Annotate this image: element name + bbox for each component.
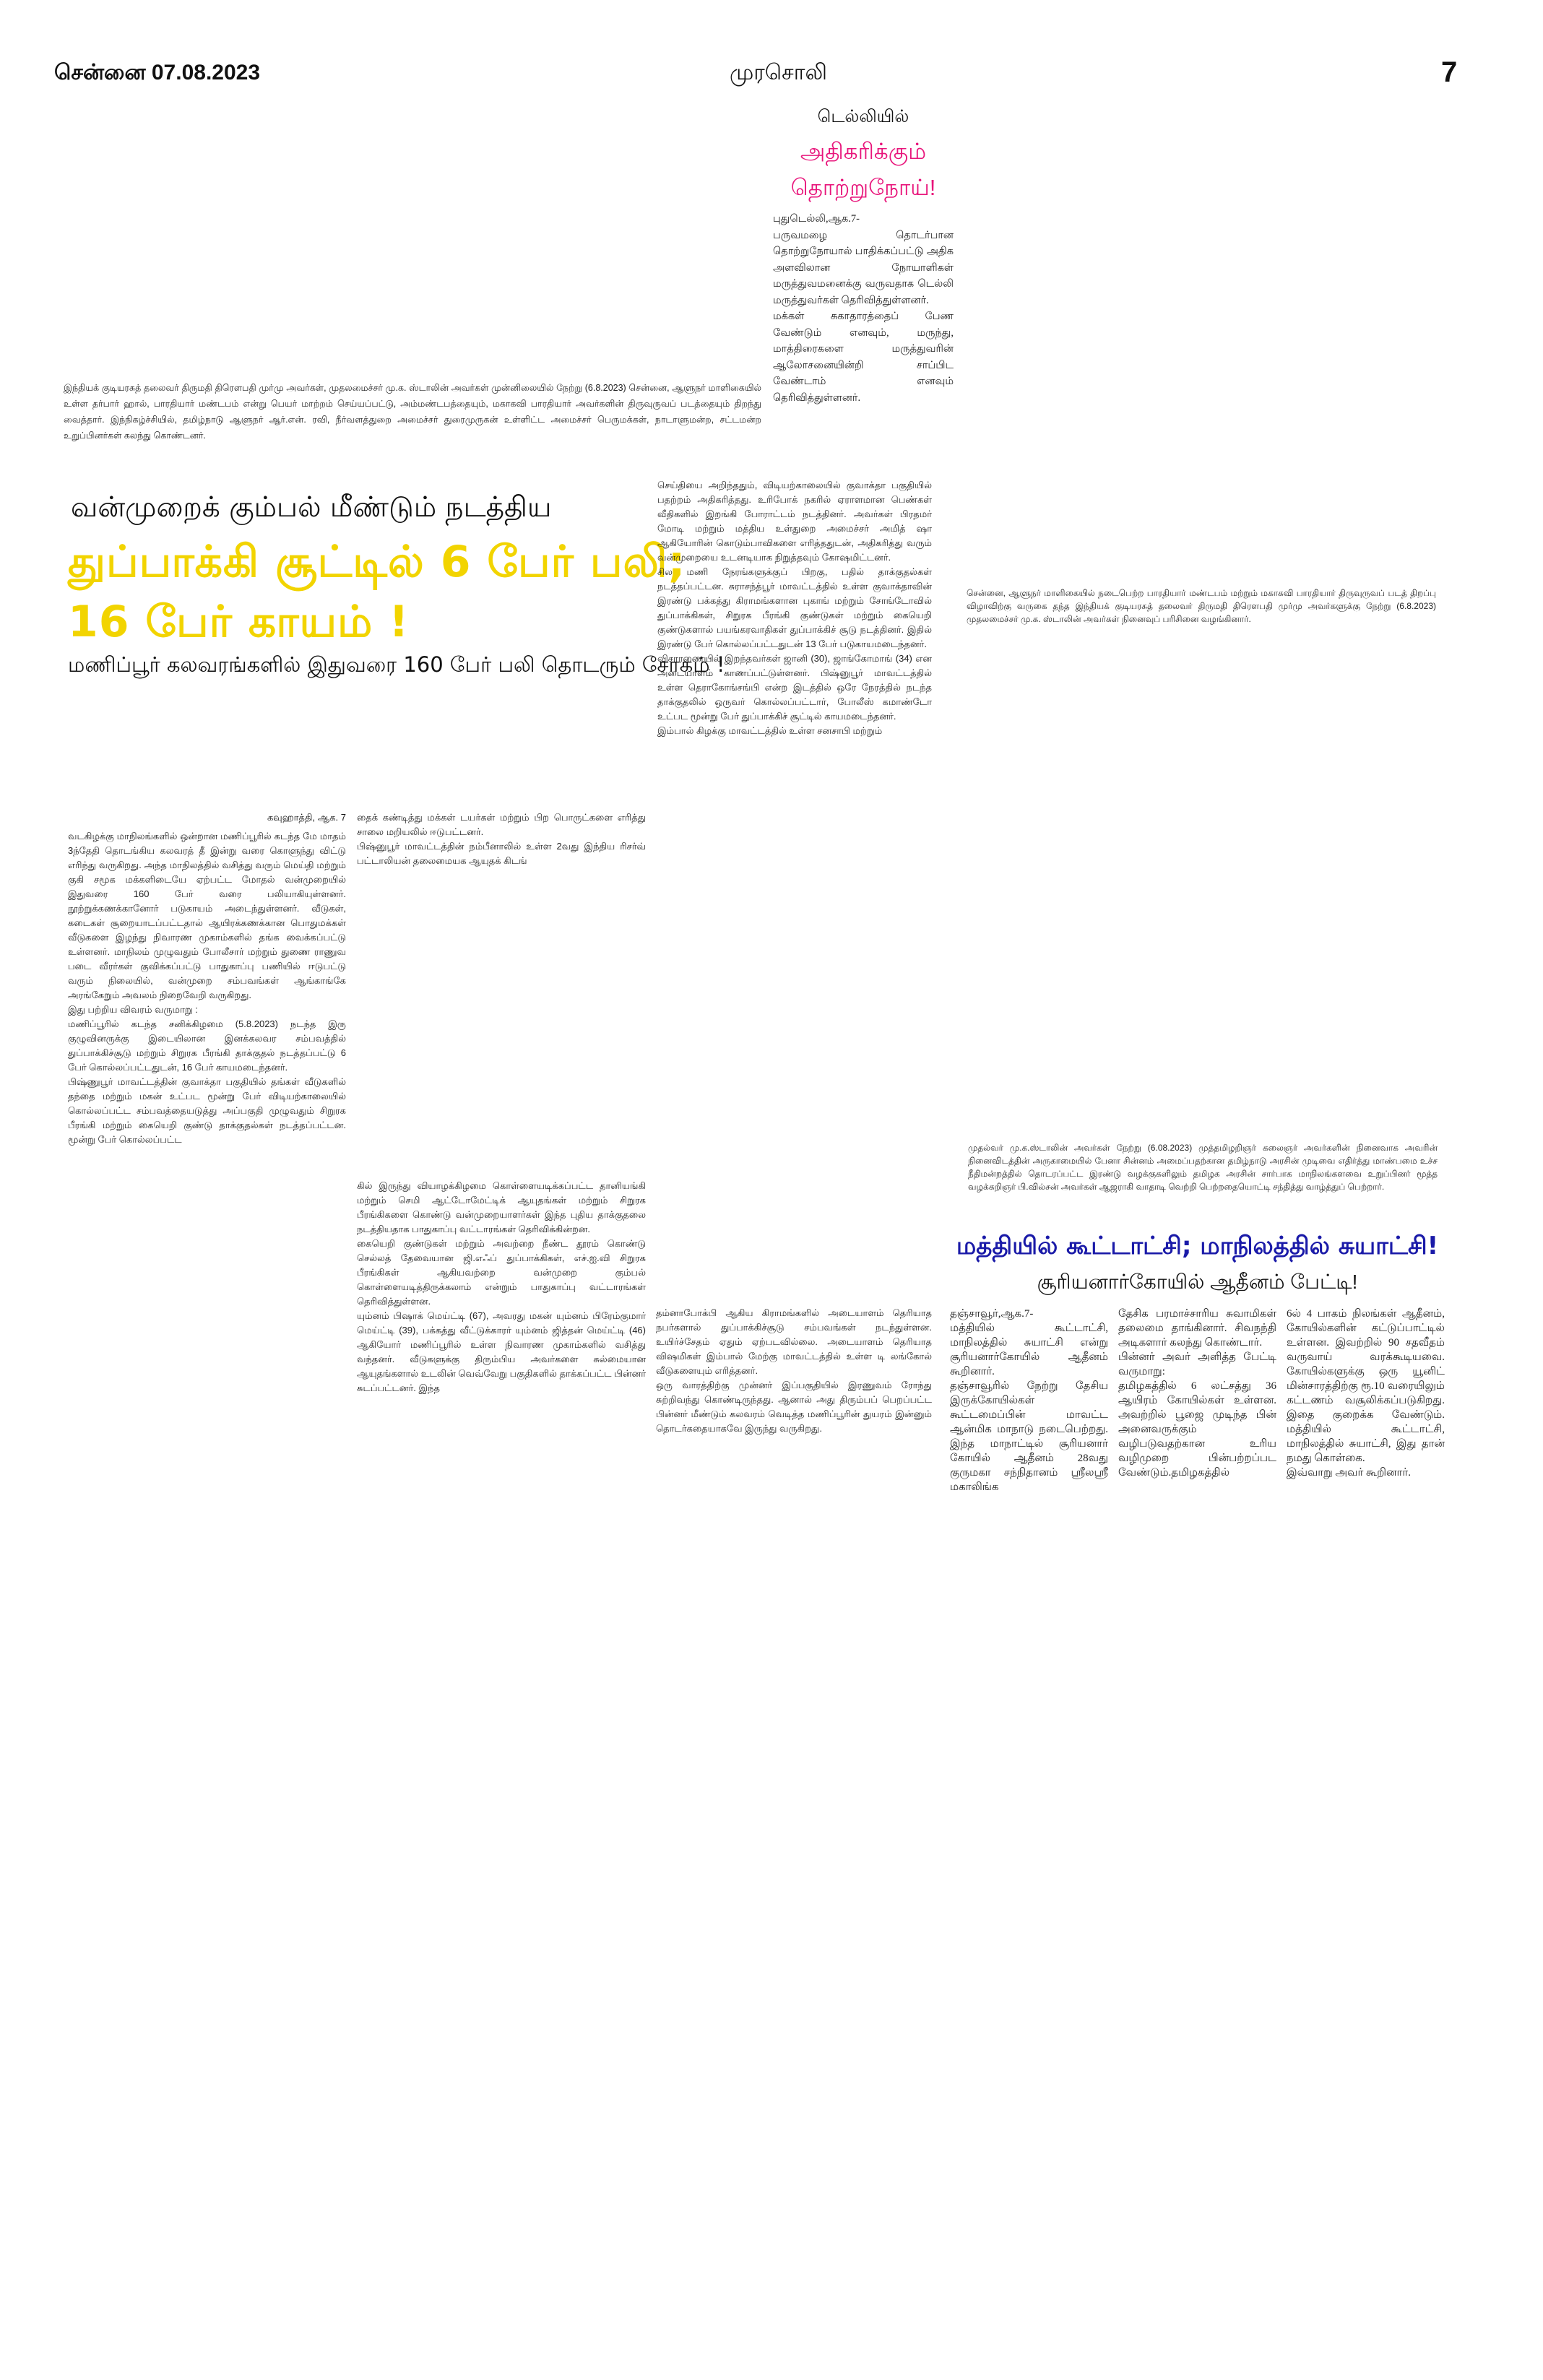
delhi-kicker: டெல்லியில்: [817, 107, 909, 126]
delhi-headline-line2: தொற்றுநோய்!: [790, 175, 936, 200]
photo-caption-mid: முதல்வர் மு.க.ஸ்டாலின் அவர்கள் நேற்று (6.08.2023) முத்தமிழறிஞர் கலைஞர் அவர்களின் நினைவாக அவரின் நினைவிடத்தின் அருகாமையில் பேனா சின்னம் அமைப்பதற்கான தமிழ்நாடு அரசின் முடிவை எதிர்த்து மாண்பமை உச்ச நீதிமன்றத்தில் தொடரப்பட்ட இரண்டு வழக்குகளிலும் தமிழக அரசின் சார்பாக மாநிலங்களவை உறுப்பினர் மூத்த வழக்கறிஞர் பி.வில்சன் அவர்கள் ஆஜராகி வாதாடி வெற்றி பெற்றதையொட்டி சந்தித்து வாழ்த்துப் பெற்றார்.: [968, 1143, 1438, 1192]
manipur-col1-body: வடகிழக்கு மாநிலங்களில் ஒன்றான மணிப்பூரில் கடந்த மே மாதம் 3ந்தேதி தொடங்கிய கலவரத் தீ இன்று வரை கொளுந்து விட்டு எரிந்து வருகிறது. அந்த மாநிலத்தில் வசித்து வரும் மெய்தி மற்றும் குகி சமூக மக்களிடையே ஏற்பட்ட மோதல் வன்முறையில் இதுவரை 160 பேர் வரை பலியாகியுள்ளனர். நூற்றுக்கணக்கானோர் படுகாயம் அடைந்துள்ளனர். வீடுகள், கடைகள் சூறையாடப்பட்டதால் ஆயிரக்கணக்கான பொதுமக்கள் வீடுகளை இழந்து நிவாரண முகாம்களில் தங்க வைக்கப்பட்டு உள்ளனர். மாநிலம் முழுவதும் போலீசார் மற்றும் துணை ராணுவ படை வீரர்கள் குவிக்கப்பட்டு பாதுகாப்பு பணியில் ஈடுபட்டு வரும் நிலையில், வன்முறை சம்பவங்கள் ஆங்காங்கே அரங்கேறும் அவலம் நிறைவேறி வருகிறது. இது பற்றிய விவரம் வருமாறு : மணிப்பூரில் கடந்த சனிக்கிழமை (5.8.2023) நடந்த இரு குழுவினருக்கு இடையிலான இனக்கலவர சம்பவத்தில் துப்பாக்கிச்சூடு மற்றும் சிறுரக பீரங்கி தாக்குதல் நடத்தப்பட்டு 6 பேர் கொல்லப்பட்டதுடன், 16 பேர் காயமடைந்தனர். பிஷ்ணுபூர் மாவட்டத்தின் குவாக்தா பகுதியில் தங்கள் வீடுகளில் தந்தை மற்றும் மகன் உட்பட மூன்று பேர் விடியற்காலையில் கொல்லப்பட்ட சம்பவத்தையடுத்து அப்பகுதி முழுவதும் சிறுரக பீரங்கி மற்றும் கையெறி குண்டு தாக்குதல்கள் நடத்தப்பட்டன. மூன்று பேர் கொல்லப்பட்ட: [68, 831, 346, 1145]
aadheenam-subhead: சூரியனார்கோயில் ஆதீனம் பேட்டி!: [1037, 1271, 1358, 1293]
manipur-column-2-bottom: கில் இருந்து வியாழக்கிழமை கொள்ளையடிக்கப்பட்ட தானியங்கி மற்றும் செமி ஆட்டோமேட்டிக் ஆயுதங்கள் மற்றும் சிறுரக பீரங்கிகளை கொண்டு வன்முறையாளர்கள் இந்த புதிய தாக்குதலை நடத்தியதாக பாதுகாப்பு வட்டாரங்கள் தெரிவிக்கின்றன. கையெறி குண்டுகள் மற்றும் அவற்றை நீண்ட தூரம் கொண்டு செல்லத் தேவையான ஜி.எஃப் துப்பாக்கிகள், எச்.ஐ.வி சிறுரக பீரங்கிகள் ஆகியவற்றை வன்முறை கும்பல் கொள்ளையடித்திருக்கலாம் என்றும் பாதுகாப்பு வட்டாரங்கள் தெரிவித்துள்ளன. யும்னம் பிஷாக் மெய்ட்டி (67), அவரது மகன் யும்னம் பிரேம்குமார் மெய்ட்டி (39), பக்கத்து வீட்டுக்காரர் யும்னம் ஜித்தன் மெய்ட்டி (46) ஆகியோர் மணிப்பூரில் உள்ள நிவாரண முகாம்களில் வசித்து வந்தனர். வீடுகளுக்கு திரும்பிய அவர்களை சுல்மையான ஆயுதங்களால் உடலின் வெவ்வேறு பகுதிகளில் தாக்கப்பட்ட பின்னர் சுடப்பட்டனர். இந்த: [357, 1180, 646, 1393]
aadheenam-col1: தஞ்சாவூர்,ஆக.7- மத்தியில் கூட்டாட்சி, மாநிலத்தில் சுயாட்சி என்று சூரியனார்கோயில் ஆதீனம் கூறினார். தஞ்சாவூரில் நேற்று தேசிய இருக்கோயில்கள் கூட்டமைப்பின் மாவட்ட ஆன்மிக மாநாடு நடைபெற்றது. இந்த மாநாட்டில் சூரியனார் கோயில் ஆதீனம் 28வது குருமகா சந்நிதானம் ஸ்ரீலஸ்ரீ மகாலிங்க: [950, 1308, 1108, 1493]
manipur-headline-line2: 16 பேர் காயம் !: [68, 597, 410, 647]
photo-caption-right: சென்னை, ஆளுநர் மாளிகையில் நடைபெற்ற பாரதியார் மண்டபம் மற்றும் மகாகவி பாரதியார் திருவுருவப் படத் திறப்பு விழாவிற்கு வருகை தந்த இந்தியக் குடியரசுத் தலைவர் திருமதி திரௌபதி முர்மு அவர்களுக்கு நேற்று (6.8.2023) முதலமைச்சர் மு.க. ஸ்டாலின் அவர்கள் நினைவுப் பரிசினை வழங்கினார்.: [967, 588, 1436, 624]
masthead-paper-name: முரசொலி: [730, 61, 827, 85]
delhi-body: புதுடெல்லி,ஆக.7- பருவமழை தொடர்பான தொற்றுநோயால் பாதிக்கப்பட்டு அதிக அளவிலான நோயாளிகள் மருத்துவமனைக்கு வருவதாக டெல்லி மருத்துவர்கள் தெரிவித்துள்ளனர். மக்கள் சுகாதாரத்தைப் பேண வேண்டும் எனவும், மருந்து, மாத்திரைகளை மருத்துவரின் ஆலோசனையின்றி சாப்பிட வேண்டாம் எனவும் தெரிவித்துள்ளனர்.: [773, 213, 954, 404]
masthead-date: சென்னை 07.08.2023: [54, 61, 261, 85]
page-number: 7: [1441, 56, 1458, 88]
manipur-column-1: [68, 810, 346, 1147]
aadheenam-col2: தேசிக பரமாச்சாரிய சுவாமிகள் தலைமை தாங்கினார். சிவநந்தி அடிகளார் கலந்து கொண்டார். பின்னர் அவர் அளித்த பேட்டி வருமாறு: தமிழகத்தில் 6 லட்சத்து 36 ஆயிரம் கோயில்கள் உள்ளன. அவற்றில் பூஜை முடிந்த பின் அனைவருக்கும் வழிபடுவதற்கான உரிய வழிமுறை பின்பற்றப்பட வேண்டும்.தமிழகத்தில்: [1118, 1308, 1276, 1479]
photo-caption-top: இந்தியக் குடியரசுத் தலைவர் திருமதி திரௌபதி முர்மு அவர்கள், முதலமைச்சர் மு.க. ஸ்டாலின் அவர்கள் முன்னிலையில் நேற்று (6.8.2023) சென்னை, ஆளுநர் மாளிகையில் உள்ள தர்பார் ஹால், பாரதியார் மண்டபம் என்று பெயர் மாற்றம் செய்யப்பட்டு, அம்மண்டபத்தையும், மகாகவி பாரதியார் அவர்களின் திருவுருவப் படத்தையும் திறந்து வைத்தார். இந்நிகழ்ச்சியில், தமிழ்நாடு ஆளுநர் ஆர்.என். ரவி, நீர்வளத்துறை அமைச்சர் துரைமுருகன் உள்ளிட்ட அமைச்சர் பெருமக்கள், நாடாளுமன்ற, சட்டமன்ற உறுப்பினர்கள் கலந்து கொண்டனர்.: [64, 383, 761, 441]
manipur-column-right-top: செய்தியை அறிந்ததும், விடியற்காலையில் குவாக்தா பகுதியில் பதற்றம் அதிகரித்தது. உரிபோக் நகரில் ஏராளமான பெண்கள் வீதிகளில் இறங்கி போராட்டம் நடத்தினர். அவர்கள் பிரதமர் மோடி மற்றும் மத்திய உள்துறை அமைச்சர் அமித் ஷா ஆகியோரின் கொடும்பாவிகளை எரித்ததுடன், அதிகரித்து வரும் வன்முறையை உடனடியாக நிறுத்தவும் கோஷமிட்டனர். சில மணி நேரங்களுக்குப் பிறகு, பதில் தாக்குதல்கள் நடத்தப்பட்டன. சுராசந்த்பூர் மாவட்டத்தில் உள்ள குவாக்தாவின் இரண்டு பக்கத்து கிராமங்களான புகாங் மற்றும் சோங்டோவில் துப்பாக்கிகள், சிறுரக பீரங்கி குண்டுகள் மற்றும் கையெறி குண்டுகளால் பயங்கரவாதிகள் துப்பாக்கிச் சூடு நடத்தினர். இதில் இரண்டு பேர் கொல்லப்பட்டதுடன் 13 பேர் படுகாயமடைந்தனர். விசாரணையில் இறந்தவர்கள் ஜானி (30), ஜாங்கோமாங் (34) என அடையாளம் காணப்பட்டுள்ளனர். பிஷ்னுபூர் மாவட்டத்தில் உள்ள தெராகோங்சங்பி என்ற இடத்தில் ஒரே நேரத்தில் நடந்த தாக்குதலில் ஒருவர் கொல்லப்பட்டார், போலீஸ் கமாண்டோ உட்பட மூன்று பேர் துப்பாக்கிச் சூட்டில் காயமடைந்தனர். இம்பால் கிழக்கு மாவட்டத்தில் உள்ள சனசாபி மற்றும்: [657, 480, 932, 736]
manipur-kicker: வன்முறைக் கும்பல் மீண்டும் நடத்திய: [71, 491, 552, 524]
delhi-headline-line1: அதிகரிக்கும்: [800, 139, 927, 164]
aadheenam-story: [950, 1232, 1445, 1494]
manipur-column-3-bottom: தம்னாபோக்பி ஆகிய கிராமங்களில் அடையாளம் தெரியாத நபர்களால் துப்பாக்கிச்சூடு சம்பவங்கள் நடந்துள்ளன. உயிர்ச்சேதம் ஏதும் ஏற்படவில்லை. அடையாளம் தெரியாத விஷமிகள் இம்பால் மேற்கு மாவட்டத்தில் உள்ள டி லங்கோல் வீடுகளையும் எரித்தனர். ஒரு வாரத்திற்கு முன்னர் இப்பகுதியில் இரணுவம் ரோந்து சுற்றிவந்து கொண்டிருந்தது. ஆனால் அது திரும்பப் பெறப்பட்ட பின்னர் மீண்டும் கலவரம் வெடித்த மணிப்பூரின் துயரம் இன்னும் தொடர்கதையாகவே இருந்து வருகிறது.: [656, 1307, 932, 1434]
manipur-dateline: கவுஹாத்தி, ஆக. 7: [267, 812, 346, 823]
manipur-headline-line1: துப்பாக்கி சூட்டில் 6 பேர் பலி;: [68, 537, 686, 587]
aadheenam-col3: 6ல் 4 பாகம் நிலங்கள் ஆதீனம், கோயில்களின் கட்டுப்பாட்டில் உள்ளன. இவற்றில் 90 சதவீதம் வருவாய் வரக்கூடியவை. கோயில்களுக்கு ஒரு யூனிட் மின்சாரத்திற்கு ரூ.10 வரையிலும் கட்டணம் வசூலிக்கப்படுகிறது. இதை குறைக்க வேண்டும். மத்தியில் கூட்டாட்சி, மாநிலத்தில் சுயாட்சி, இது தான் நமது கொள்கை. இவ்வாறு அவர் கூறினார்.: [1287, 1308, 1445, 1479]
aadheenam-columns: [950, 1307, 1445, 1494]
manipur-column-2-top: தைக் கண்டித்து மக்கள் டயர்கள் மற்றும் பிற பொருட்களை எரித்து சாலை மறியலில் ஈடுபட்டனர். பிஷ்னுபூர் மாவட்டத்தின் நம்பீனாலில் உள்ள 2வது இந்திய ரிசர்வ் பட்டாலியன் தலைமையக ஆயுதக் கிடங்: [357, 812, 646, 866]
manipur-subhead: மணிப்பூர் கலவரங்களில் இதுவரை 160 பேர் பலி தொடரும் சோகம் !: [68, 652, 725, 677]
aadheenam-headline: மத்தியில் கூட்டாட்சி; மாநிலத்தில் சுயாட்சி!: [956, 1232, 1439, 1260]
delhi-story: [773, 107, 954, 406]
